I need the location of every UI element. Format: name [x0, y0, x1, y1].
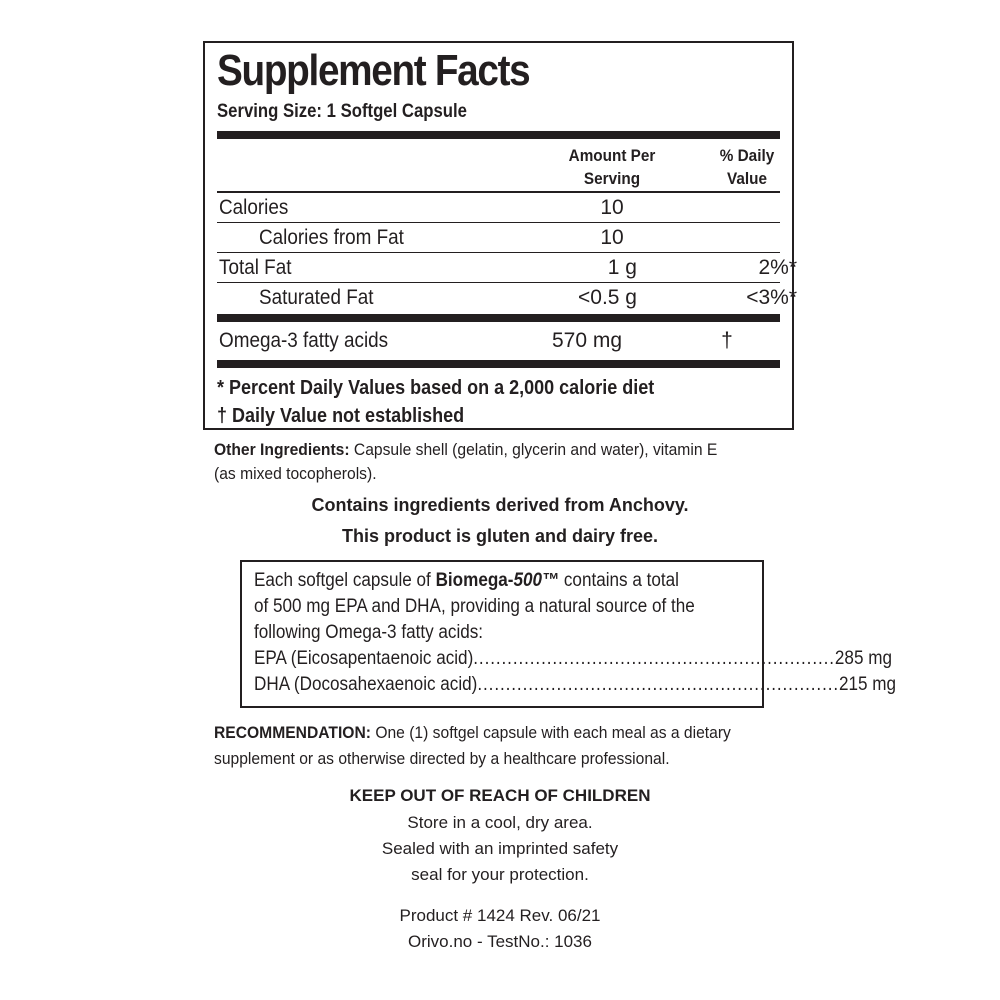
omega-info-box	[240, 560, 897, 708]
omega-box-line: following Omega-3 fatty acids:	[254, 622, 484, 643]
daily-value-footnote: † Daily Value not established	[217, 405, 465, 427]
column-headers	[217, 139, 780, 191]
omega-box-line	[254, 568, 700, 594]
nutrient-row	[217, 322, 780, 360]
nutrient-amount: 570 mg	[551, 329, 623, 352]
product-name: Biomega-	[435, 570, 514, 591]
dha-value: 215 mg	[839, 674, 897, 695]
product-number-line: Product # 1424 Rev. 06/21	[399, 906, 601, 925]
nutrient-daily-value: <3%*	[746, 286, 797, 309]
amount-per-serving-header: Amount Per Serving	[568, 146, 656, 188]
recommendation	[214, 721, 731, 745]
nutrient-name: Calories	[219, 196, 289, 219]
daily-value-header: % Daily Value	[719, 146, 775, 188]
nutrient-amount: <0.5 g	[578, 286, 637, 309]
divider	[217, 314, 780, 322]
nutrient-name: Omega-3 fatty acids	[219, 329, 389, 352]
epa-name: EPA (Eicosapentaenoic acid)	[254, 648, 474, 669]
divider	[217, 131, 780, 139]
supplement-facts-panel	[203, 41, 797, 430]
leader-dots: ................................................................	[477, 674, 840, 695]
percent-daily-footnote: * Percent Daily Values based on a 2,000 calorie diet	[217, 377, 655, 399]
storage-line: Store in a cool, dry area.	[407, 813, 593, 832]
nutrient-row	[217, 223, 780, 252]
storage-line: Sealed with an imprinted safety	[381, 839, 619, 858]
nutrient-name: Calories from Fat	[259, 226, 404, 249]
other-ingredients-label: Other Ingredients:	[214, 440, 350, 459]
warning-statement: KEEP OUT OF REACH OF CHILDREN	[349, 786, 651, 805]
nutrient-row	[217, 253, 797, 282]
nutrient-row	[217, 193, 780, 222]
allergen-statement: Contains ingredients derived from Anchovy.	[311, 495, 689, 515]
dha-line	[254, 672, 897, 698]
nutrient-amount: 1 g	[607, 256, 637, 279]
divider	[217, 360, 780, 368]
recommendation-label: RECOMMENDATION:	[214, 723, 371, 742]
other-ingredients-continued: (as mixed tocopherols).	[214, 464, 377, 483]
nutrient-row	[217, 283, 797, 312]
nutrient-name: Saturated Fat	[259, 286, 374, 309]
serving-size: Serving Size: 1 Softgel Capsule	[217, 101, 467, 122]
test-number-line: Orivo.no - TestNo.: 1036	[408, 932, 592, 951]
nutrient-daily-value: †	[721, 329, 733, 352]
product-number: 500™	[513, 570, 560, 591]
dha-name: DHA (Docosahexaenoic acid)	[254, 674, 478, 695]
leader-dots: ................................................................	[473, 648, 835, 669]
facts-title: Supplement Facts	[217, 46, 530, 95]
nutrient-name: Total Fat	[219, 256, 292, 279]
epa-value: 285 mg	[834, 648, 892, 669]
recommendation-continued: supplement or as otherwise directed by a healthcare professional.	[214, 749, 670, 768]
other-ingredients-text: Capsule shell (gelatin, glycerin and water), vitamin E	[353, 440, 718, 459]
omega-box-text: Each softgel capsule of	[254, 570, 436, 591]
nutrient-amount: 10	[600, 226, 624, 249]
recommendation-text: One (1) softgel capsule with each meal as a dietary	[370, 723, 731, 742]
storage-line: seal for your protection.	[411, 865, 589, 884]
free-from-statement: This product is gluten and dairy free.	[341, 526, 659, 546]
nutrient-daily-value: 2%*	[758, 256, 797, 279]
other-ingredients	[214, 438, 717, 462]
omega-box-line: of 500 mg EPA and DHA, providing a natural source of the	[254, 596, 695, 617]
omega-box-text: contains a total	[559, 570, 679, 591]
epa-line	[254, 646, 892, 672]
nutrient-amount: 10	[600, 196, 624, 219]
